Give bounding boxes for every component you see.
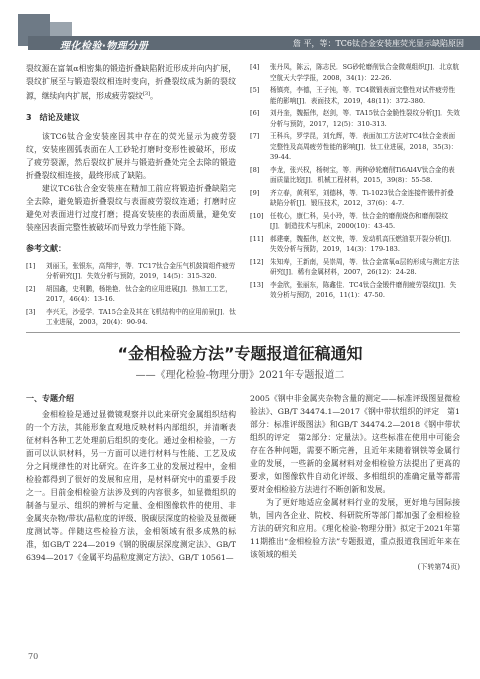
continued-note: (下转第74页) [417, 563, 460, 571]
notice-section-heading: 一、专题介绍 [26, 394, 74, 403]
notice-subtitle: ——《理化检验-物理分册》2021年专题报道二 [135, 370, 345, 381]
reference-item [250, 211, 460, 232]
suggestion-paragraph: 建议TC6钛合金安装座在精加工前应将锻造折叠缺陷完全去除，避免锻造折叠裂纹与表面疲劳裂纹连通；打磨时应避免对表面进行过度打磨；提高安装座的表面质量，避免安装座因表面完整性被破坏而导致力学性能下降。 [26, 183, 236, 232]
reference-number: [2] [26, 284, 36, 293]
references-heading: 参考文献： [26, 243, 66, 253]
reference-text: 齐立春，黄利军，刘德林，等．Ti-1023钛合金连接件锻件折叠缺陷分析[J]．锻压技术，2012，37(6)：4-7. [270, 188, 454, 207]
reference-number: [6] [250, 109, 260, 117]
reference-item [250, 165, 460, 186]
notice-right-text-2: 为了更好地适应金属材料行业的发展，更好地与国际接轨，国内各企业、院校、科研院所等部门都加强了金相检验方法的研究和应用。《理化检验-物理分册》拟定于2021年第11期推出“金相检验方法”专题报道，重点报道我国近年来在该领域的相关 [250, 498, 460, 559]
reference-text: 朱知寿，王新南，吴崇周，等．钛合金富氧α层的形成与测定方法研究[J]．稀有金属材料，2007，26(12)：24-28. [270, 257, 460, 276]
reference-number: [4] [250, 63, 260, 71]
reference-text: 任枚心，康仁科，吴小玲，等．钛合金的磨削烧伤和磨削裂纹[J]．制造技术与机床，2000(10)：43-45. [270, 211, 449, 230]
notice-left-column [26, 392, 236, 564]
reference-number: [8] [250, 165, 260, 174]
citation: [3] [142, 91, 151, 97]
reference-text: 李兴无，沙爱学．TA15合金及其在飞机结构中的应用前景[J]．钛工业进展，2003，20(4)：90-94. [46, 307, 236, 327]
references-list-left [26, 261, 236, 328]
reference-number: [1] [26, 261, 36, 270]
running-title: 詹 平，等：TC6钛合金安装座荧光显示缺陷原因 [292, 39, 464, 48]
reference-text: 李龙，张兴权，杨树宝，等．两种砂轮磨削Ti6Al4V钛合金的表面质量比较[J]．机械工程材料，2015，39(8)：55-58. [270, 165, 455, 184]
reference-item [250, 257, 460, 278]
reference-text: 刘丹奎，魏振伟，赵剑，等．TA15钛合金脆性裂纹分析[J]．失效分析与预防，2017，12(5)：310-313. [270, 109, 460, 128]
notice-title: “金相检验方法”专题报道征稿通知 [117, 344, 363, 363]
page-header [0, 0, 480, 52]
reference-number: [11] [250, 234, 264, 243]
reference-item [250, 280, 460, 301]
notice-left-text: 金相检验是通过显微镜观察并以此来研究金属组织结构的一个方法，其能形象直观地反映材料内部组织，并清晰表征材料各种工艺处理前后组织的变化。通过金相检验，一方面可以认识材料，另一方面可以进行材料与性能、工艺及成分之间规律性的对比研究。在许多工业的发展过程中，金相检验都得到了很好的发展和应用，是材料研究中的重要手段之一。目前金相检验方法涉及到的内容很多，如显微组织的制备与显示、组织的辨析与定量、金相图像软件的使用、非金属夹杂物/带状/晶粒度的评级、脱碳层深度的检验及显微硬度测试等。伴随这些检验方法，金相领域有很多成熟的标准，如GB/T 224—2019《钢的脱碳层深度测定法》、GB/T 6394—2017《金属平均晶粒度测定方法》、GB/T 10561— [26, 410, 236, 562]
reference-number: [10] [250, 211, 264, 220]
left-column [26, 62, 236, 330]
reference-text: 张丹凤，陈云，陈志民．SG砂轮磨削钛合金微观组织[J]．北京航空航天大学学报，2008，34(1)：22-26. [270, 63, 460, 82]
reference-item [26, 261, 236, 282]
reference-number: [5] [250, 86, 260, 94]
notice-right-text-1: 2005《钢中非金属夹杂物含量的测定——标准评级图显微检验法》、GB/T 34474.1—2017《钢中带状组织的评定 第1部分：标准评级图法》和GB/T 34474.2—2018《钢中带状组织的评定 第2部分：定量法》。这些标准在使用中可能会存在各种问题，需要不断完善，且近年来随着钢铁等金属行业的发展，一些新的金属材料对金相检验方法提出了更高的要求，如图像软件自动化评级、多相组织的准确定量等都需要对金相检验方法进行不断创新和发展。 [250, 394, 460, 494]
reference-text: 李金欣，张丽东，陈鑫佳．TC4钛合金锻件磨削疲劳裂纹[J]．失效分析与预防，2016，11(1)：47-50. [270, 280, 457, 299]
reference-text: 胡国鑫，史利鹏，杨艳艳．钛合金的应用进展[J]．热加工工艺，2017，46(4)：13-16. [46, 284, 232, 304]
reference-text: 杨镇亮，李德，王子钝，等．TC4微锻表面完整性对试件疲劳性能的影响[J]．表面技术，2019，48(11)：372-380. [270, 86, 456, 105]
reference-item [250, 131, 460, 163]
reference-number: [3] [26, 307, 36, 316]
paragraph-continued: 裂纹源在富氧α相密集的锻造折叠缺陷附近形成并向内扩展，裂纹扩展至与锻造裂纹相连时变向，折叠裂纹成为新的裂纹源，继续向内扩展，形成疲劳裂纹[3]。 [26, 64, 236, 101]
reference-item [250, 188, 460, 209]
section-heading-conclusion: 3 结论及建议 [26, 112, 80, 122]
reference-item [250, 108, 460, 129]
reference-item [250, 85, 460, 106]
section-divider [26, 332, 460, 333]
reference-number: [13] [250, 280, 264, 289]
reference-item [26, 307, 236, 328]
notice-right-column [250, 392, 460, 574]
right-column [250, 62, 460, 303]
reference-number: [7] [250, 132, 260, 140]
reference-text: 刘丽玉，张银东，高翔宇，等．TC17钛合金压气机鼓筒组件疲劳分析研究[J]．失效分析与预防，2019，14(5)：315-320. [46, 261, 236, 281]
reference-text: 郝建豪，魏振伟，赵文侠，等．发动机高压燃油泵开裂分析[J]．失效分析与预防，2019，14(3)：179-183. [270, 234, 456, 253]
page-number: 70 [28, 652, 39, 661]
reference-text: 王科兵，罗学昆，刘允辉，等．表面加工方法对TC4钛合金表面完整性及高周疲劳性能的影响[J]．钛工业进展，2018，35(3)：39-44. [270, 132, 458, 161]
reference-item [26, 284, 236, 305]
reference-number: [12] [250, 257, 264, 266]
journal-logo-accent [50, 22, 72, 36]
conclusion-paragraph: 该TC6钛合金安装座因其中存在的荧光显示为疲劳裂纹，安装座圆弧表面在人工砂轮打磨时变形性被破坏，形成了疲劳裂源，然后裂纹扩展并与锻造折叠处完全去除的锻造折叠裂纹相连接，最终形成了缺陷。 [26, 131, 236, 180]
reference-item [250, 234, 460, 255]
references-list-right [250, 62, 460, 301]
reference-number: [9] [250, 188, 260, 197]
journal-name: 理化检验·物理分册 [60, 41, 149, 52]
reference-item [250, 62, 460, 83]
